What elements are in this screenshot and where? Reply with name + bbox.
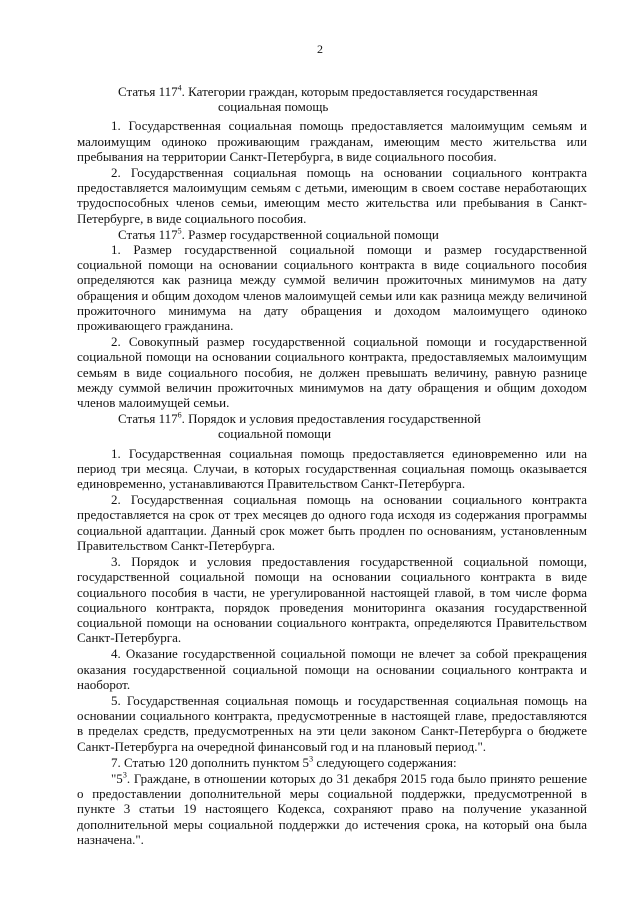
- article-title-line-1: . Порядок и условия предоставления государственной: [181, 411, 481, 427]
- item-7-text-end: следующего содержания:: [313, 754, 457, 770]
- article-title-line-2: социальная помощь: [218, 99, 329, 115]
- paragraph: 2. Совокупный размер государственной социальной помощи и государственной социальной помощи на основании социального контракта, предоставляемых малоимущим семьям в виде социального пособия, не должен превышать величину, равную разнице между суммой величин прожиточных минимумов на дату обращения и общим доходом членов малоимущей семьи.: [77, 334, 587, 411]
- quoted-point-paragraph: [77, 771, 587, 847]
- paragraph: 1. Размер государственной социальной помощи и размер государственной социальной помощи на основании социального контракта в виде социального пособия определяются как разница между суммой величин прожиточных минимумов на дату обращения и общим доходом членов малоимущей семьи или как разница между величиной прожиточного минимума на дату обращения и доходом малоимущего одиноко проживающего гражданина.: [77, 242, 587, 334]
- article-prefix: Статья 117: [118, 84, 178, 99]
- article-superscript: 4: [177, 83, 182, 93]
- article-prefix: Статья 117: [118, 226, 178, 242]
- paragraph: 1. Государственная социальная помощь предоставляется малоимущим семьям и малоимущим одиноко проживающим гражданам, имеющим место жительства или пребывания на территории Санкт-Петербурга, в виде социального пособия.: [77, 118, 587, 164]
- article-title-line-1: . Размер государственной социальной помощи: [181, 226, 439, 242]
- paragraph: 1. Государственная социальная помощь предоставляется единовременно или на период три месяца. Случаи, в которых государственная социальная помощь оказывается единовременно, устанавливаются Правительством Санкт-Петербурга.: [77, 445, 587, 492]
- paragraph: 2. Государственная социальная помощь на основании социального контракта предоставляется малоимущим семьям с детьми, имеющим в своем составе неработающих трудоспособных членов семьи, имеющим место жительства или пребывания в Санкт-Петербурге, в виде социального пособия.: [77, 165, 587, 226]
- article-117-6-heading: [77, 411, 587, 441]
- article-title-line-1: . Категории граждан, которым предоставляется государственная: [181, 84, 538, 99]
- document-body: [77, 84, 587, 848]
- article-117-4-heading: [77, 84, 587, 114]
- paragraph: 4. Оказание государственной социальной помощи не влечет за собой прекращения оказания государственной социальной помощи на основании социального контракта и наоборот.: [77, 646, 587, 692]
- item-7-superscript: 3: [309, 754, 314, 764]
- article-117-5-heading: [77, 227, 587, 242]
- page-number: 2: [317, 42, 323, 56]
- article-superscript: 6: [177, 410, 182, 420]
- quoted-point-number: "5: [111, 770, 123, 786]
- article-title-line-2: социальной помощи: [218, 426, 332, 442]
- paragraph: 5. Государственная социальная помощь и государственная социальная помощь на основании социального контракта, предусмотренные в настоящей главе, предоставляются в пределах средств, предусмотренных на эти цели законом Санкт-Петербурга о бюджете Санкт-Петербурга на очередной финансовый год и на плановый период.".: [77, 692, 587, 754]
- article-prefix: Статья 117: [118, 411, 178, 427]
- item-7-text: 7. Статью 120 дополнить пунктом 5: [111, 754, 310, 770]
- quoted-point-text: . Граждане, в отношении которых до 31 декабря 2015 года было принято решение о предоставлении дополнительной меры социальной поддержки, предусмотренной в пункте 3 статьи 19 настоящего Кодекса, сохраняют право на получение указанной дополнительной меры социальной поддержки до истечения срока, на который она была назначена.".: [77, 770, 587, 847]
- item-7-paragraph: [77, 755, 587, 770]
- quoted-point-superscript: 3: [122, 770, 127, 780]
- paragraph: 2. Государственная социальная помощь на основании социального контракта предоставляется на срок от трех месяцев до одного года исходя из содержания программы социальной адаптации. Данный срок может быть продлен по основаниям, установленным Правительством Санкт-Петербурга.: [77, 492, 587, 553]
- article-superscript: 5: [177, 226, 182, 236]
- paragraph: 3. Порядок и условия предоставления государственной социальной помощи, государственной социальной помощи на основании социального контракта в виде социального пособия в части, не урегулированной настоящей главой, в том числе форма социального контракта, порядок проведения мониторинга оказания государственной социальной помощи на основании социального контракта, определяются Правительством Санкт-Петербурга.: [77, 554, 587, 646]
